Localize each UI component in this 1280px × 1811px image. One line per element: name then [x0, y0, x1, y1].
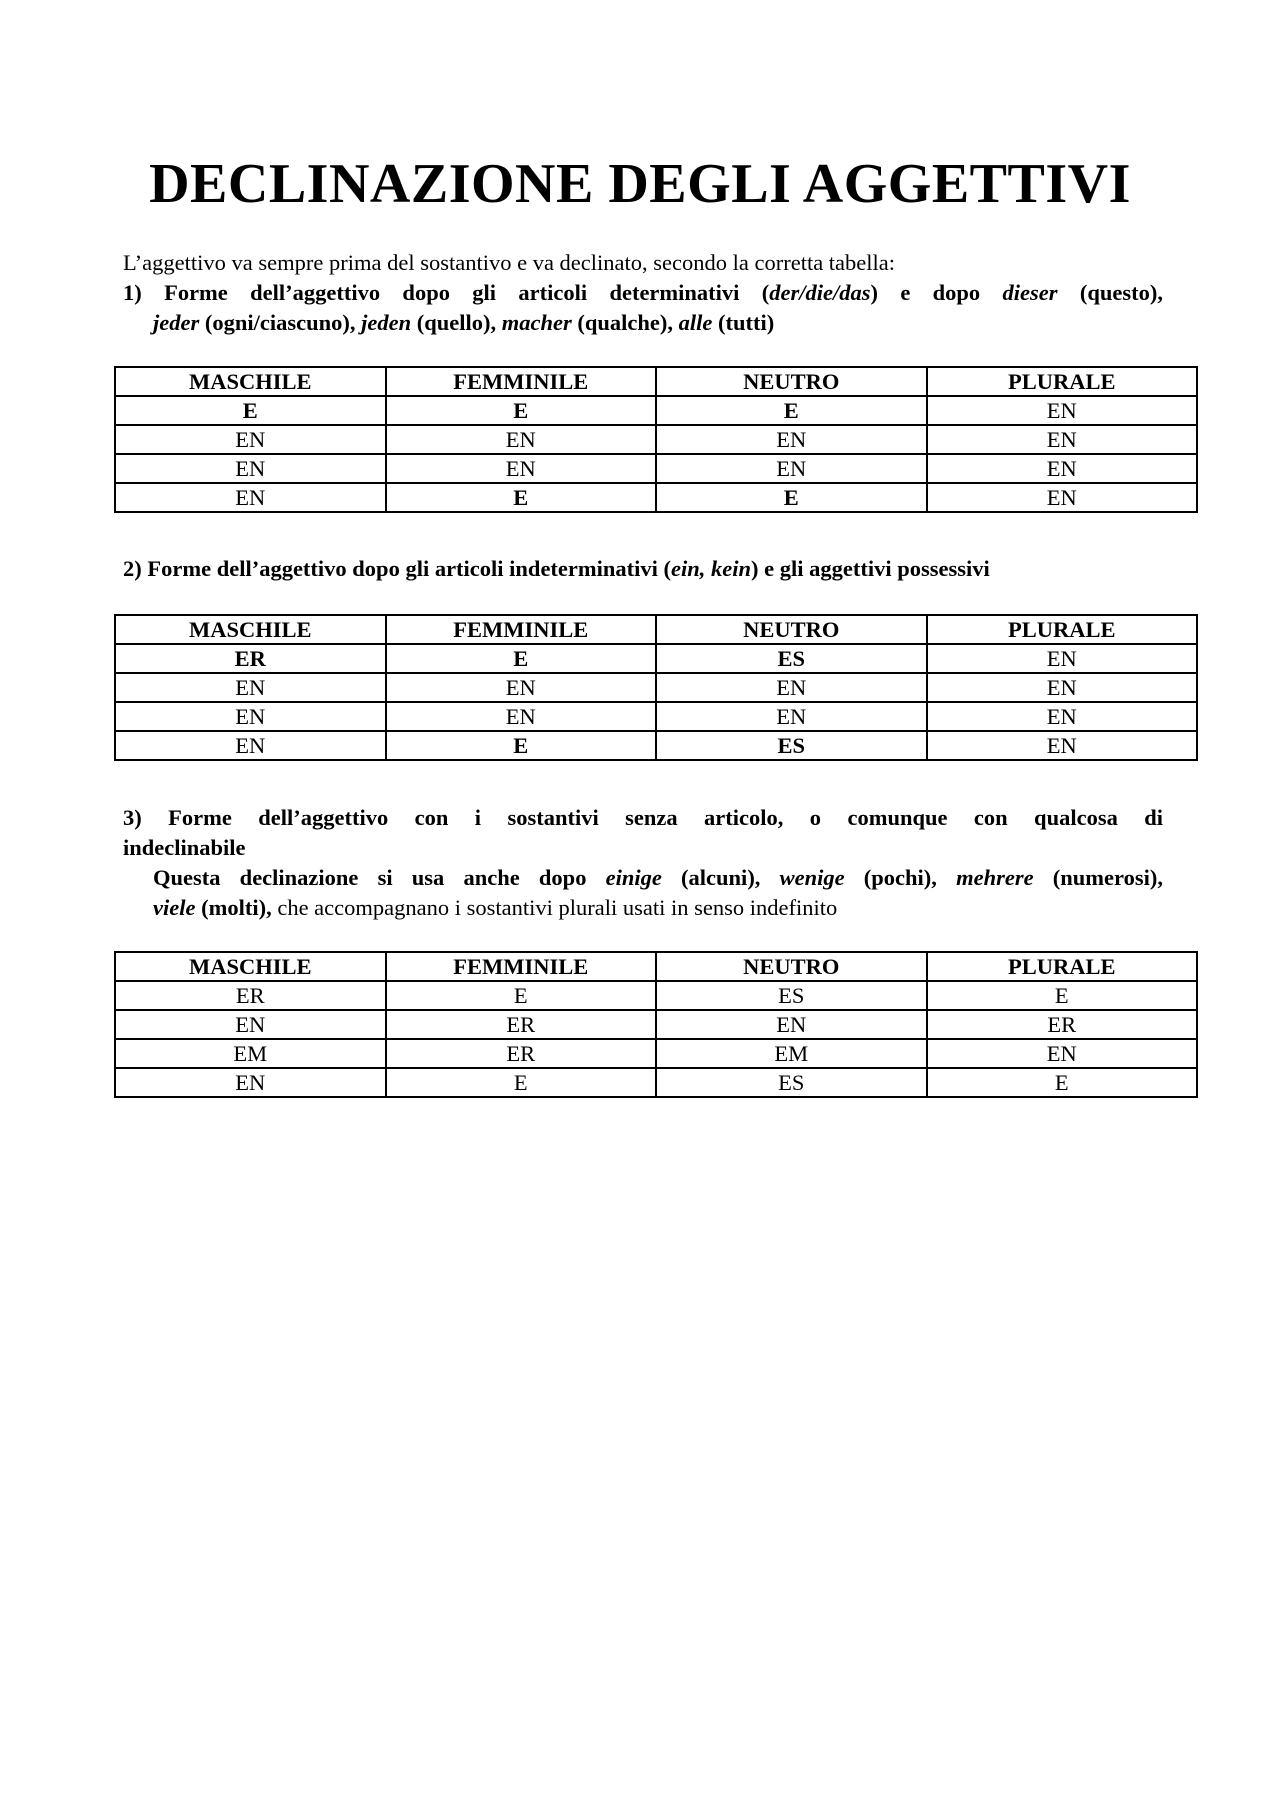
table-cell: EN — [656, 1010, 927, 1039]
table-row — [115, 1068, 1197, 1097]
section-1-heading — [123, 278, 1163, 338]
table-cell: E — [927, 1068, 1198, 1097]
page-title: DECLINAZIONE DEGLI AGGETTIVI — [149, 153, 1131, 215]
header-plurale: PLURALE — [927, 367, 1198, 396]
table-cell: EN — [386, 673, 657, 702]
table-cell: EN — [656, 673, 927, 702]
table-cell: EN — [115, 702, 386, 731]
table-cell: EN — [115, 1010, 386, 1039]
section-1-line-1: 1) Forme dell’aggettivo dopo gli articoli determinativi (der/die/das) e dopo dieser (questo), — [123, 280, 1163, 305]
header-maschile: MASCHILE — [115, 367, 386, 396]
table-cell: E — [115, 396, 386, 425]
table-3-body — [115, 981, 1197, 1097]
table-row — [115, 1010, 1197, 1039]
table-cell: EN — [927, 673, 1198, 702]
section-1-line-2: jeder (ogni/ciascuno), jeden (quello), macher (qualche), alle (tutti) — [153, 310, 775, 335]
table-cell: EN — [386, 425, 657, 454]
header-femminile: FEMMINILE — [386, 952, 657, 981]
table-row — [115, 981, 1197, 1010]
declension-table-3 — [114, 951, 1198, 1098]
table-cell: ES — [656, 644, 927, 673]
table-cell: ER — [927, 1010, 1198, 1039]
table-cell: E — [656, 396, 927, 425]
table-cell: EM — [115, 1039, 386, 1068]
table-row — [115, 396, 1197, 425]
table-cell: EN — [927, 644, 1198, 673]
table-cell: ER — [386, 1010, 657, 1039]
table-row — [115, 425, 1197, 454]
table-cell: EN — [115, 425, 386, 454]
header-neutro: NEUTRO — [656, 952, 927, 981]
table-2-body — [115, 644, 1197, 760]
table-header-row — [115, 615, 1197, 644]
table-cell: E — [386, 483, 657, 512]
table-cell: EN — [115, 731, 386, 760]
section-3-line-2: indeclinabile — [123, 835, 246, 860]
table-cell: EN — [656, 425, 927, 454]
table-cell: ER — [115, 644, 386, 673]
table-row — [115, 1039, 1197, 1068]
section-2-heading — [123, 554, 1163, 584]
table-cell: E — [656, 483, 927, 512]
header-neutro: NEUTRO — [656, 367, 927, 396]
table-cell: EN — [115, 673, 386, 702]
header-femminile: FEMMINILE — [386, 367, 657, 396]
section-3-line-4: viele (molti), che accompagnano i sostantivi plurali usati in senso indefinito — [153, 895, 838, 920]
declension-table-1 — [114, 366, 1198, 513]
section-3-line-3: Questa declinazione si usa anche dopo einige (alcuni), wenige (pochi), mehrere (numerosi), — [153, 865, 1163, 890]
table-row — [115, 673, 1197, 702]
intro-text: L’aggettivo va sempre prima del sostantivo e va declinato, secondo la corretta tabella: — [123, 250, 896, 275]
table-cell: EN — [927, 731, 1198, 760]
table-cell: EN — [115, 454, 386, 483]
table-header-row — [115, 367, 1197, 396]
section-3-line-1: 3) Forme dell’aggettivo con i sostantivi senza articolo, o comunque con qualcosa di — [123, 805, 1163, 830]
table-cell: EN — [386, 702, 657, 731]
header-neutro: NEUTRO — [656, 615, 927, 644]
table-cell: EN — [656, 702, 927, 731]
header-plurale: PLURALE — [927, 952, 1198, 981]
table-cell: E — [386, 981, 657, 1010]
table-cell: EN — [927, 396, 1198, 425]
table-cell: EN — [927, 702, 1198, 731]
table-cell: ES — [656, 731, 927, 760]
table-cell: ES — [656, 981, 927, 1010]
table-row — [115, 454, 1197, 483]
table-cell: EN — [927, 483, 1198, 512]
declension-table-2 — [114, 614, 1198, 761]
table-cell: EN — [386, 454, 657, 483]
table-cell: EN — [927, 425, 1198, 454]
header-plurale: PLURALE — [927, 615, 1198, 644]
table-cell: E — [386, 1068, 657, 1097]
table-cell: EN — [115, 483, 386, 512]
table-row — [115, 644, 1197, 673]
header-femminile: FEMMINILE — [386, 615, 657, 644]
table-cell: ER — [386, 1039, 657, 1068]
table-cell: E — [386, 731, 657, 760]
table-cell: E — [927, 981, 1198, 1010]
table-cell: EM — [656, 1039, 927, 1068]
table-cell: EN — [115, 1068, 386, 1097]
section-2-line-1: 2) Forme dell’aggettivo dopo gli articoli indeterminativi (ein, kein) e gli aggettivi possessivi — [123, 556, 990, 581]
table-cell: ER — [115, 981, 386, 1010]
header-maschile: MASCHILE — [115, 615, 386, 644]
table-header-row — [115, 952, 1197, 981]
table-1-body — [115, 396, 1197, 512]
section-3-heading — [123, 803, 1163, 923]
table-cell: ES — [656, 1068, 927, 1097]
table-cell: E — [386, 644, 657, 673]
table-row — [115, 702, 1197, 731]
table-cell: EN — [656, 454, 927, 483]
table-cell: EN — [927, 1039, 1198, 1068]
table-cell: E — [386, 396, 657, 425]
table-cell: EN — [927, 454, 1198, 483]
header-maschile: MASCHILE — [115, 952, 386, 981]
table-row — [115, 483, 1197, 512]
table-row — [115, 731, 1197, 760]
